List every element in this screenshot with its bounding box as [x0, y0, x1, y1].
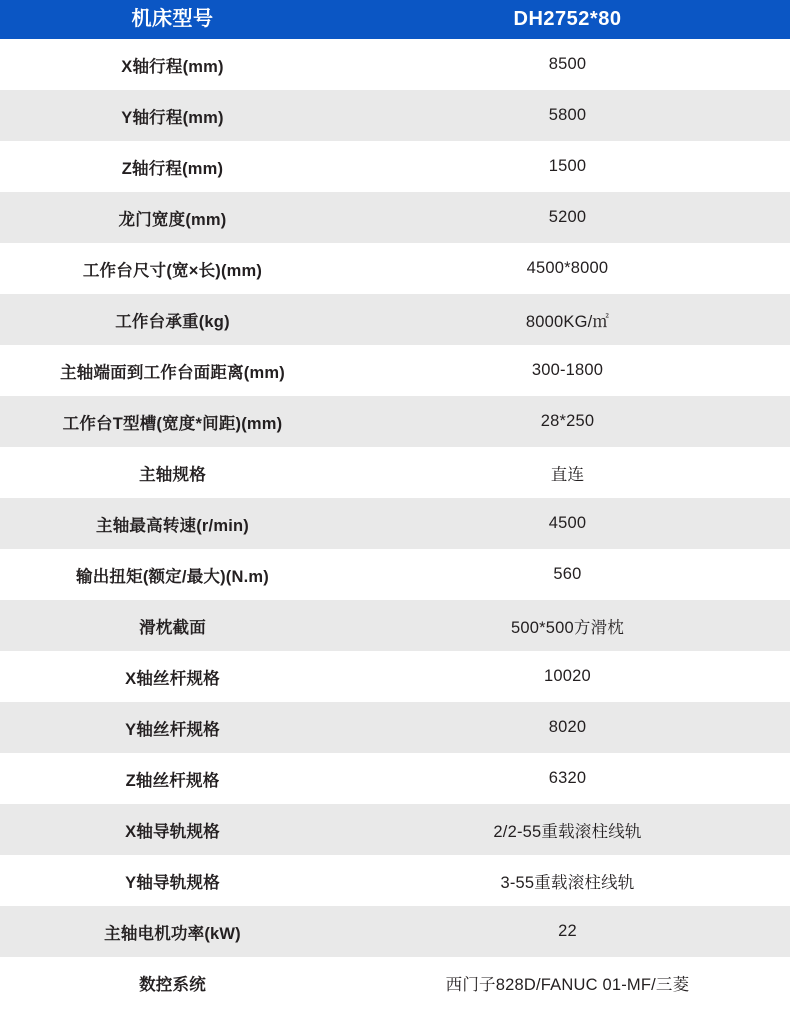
spec-value-cell: 2/2-55重载滚柱线轨 [345, 804, 790, 855]
spec-value-cell: 6320 [345, 753, 790, 804]
spec-value-cell: 8500 [345, 39, 790, 90]
table-row [0, 957, 790, 1008]
spec-label-cell: 输出扭矩(额定/最大)(N.m) [0, 549, 345, 600]
table-row [0, 498, 790, 549]
table-header-row [0, 0, 790, 39]
spec-label-cell: X轴导轨规格 [0, 804, 345, 855]
table-row [0, 243, 790, 294]
spec-value-cell: 300-1800 [345, 345, 790, 396]
table-row [0, 39, 790, 90]
table-row [0, 294, 790, 345]
table-row [0, 549, 790, 600]
spec-label-cell: X轴丝杆规格 [0, 651, 345, 702]
table-row [0, 396, 790, 447]
spec-label-cell: Z轴丝杆规格 [0, 753, 345, 804]
spec-value-cell: 22 [345, 906, 790, 957]
spec-value-cell: 500*500方滑枕 [345, 600, 790, 651]
spec-label-cell: 龙门宽度(mm) [0, 192, 345, 243]
table-row [0, 345, 790, 396]
spec-label-cell: X轴行程(mm) [0, 39, 345, 90]
header-cell-model-value: DH2752*80 [345, 0, 790, 39]
table-row [0, 192, 790, 243]
spec-label-cell: Z轴行程(mm) [0, 141, 345, 192]
table-header [0, 0, 790, 39]
spec-value-cell: 1500 [345, 141, 790, 192]
spec-label-cell: 工作台T型槽(宽度*间距)(mm) [0, 396, 345, 447]
spec-label-cell: 工作台承重(kg) [0, 294, 345, 345]
spec-label-cell: Y轴丝杆规格 [0, 702, 345, 753]
spec-label-cell: 主轴端面到工作台面距离(mm) [0, 345, 345, 396]
spec-value-cell: 10020 [345, 651, 790, 702]
spec-value-cell: 28*250 [345, 396, 790, 447]
table-row [0, 600, 790, 651]
spec-label-cell: Y轴行程(mm) [0, 90, 345, 141]
table-row [0, 804, 790, 855]
table-row [0, 90, 790, 141]
spec-label-cell: Y轴导轨规格 [0, 855, 345, 906]
table-row [0, 753, 790, 804]
table-row [0, 651, 790, 702]
spec-label-cell: 工作台尺寸(宽×长)(mm) [0, 243, 345, 294]
spec-value-cell: 直连 [345, 447, 790, 498]
spec-label-cell: 主轴规格 [0, 447, 345, 498]
table-row [0, 855, 790, 906]
spec-value-cell: 5800 [345, 90, 790, 141]
table-row [0, 702, 790, 753]
spec-value-cell: 4500 [345, 498, 790, 549]
spec-value-cell: 4500*8000 [345, 243, 790, 294]
table-body [0, 39, 790, 1008]
spec-value-cell: 560 [345, 549, 790, 600]
table-row [0, 906, 790, 957]
spec-value-cell: 西门子828D/FANUC 01-MF/三菱 [345, 957, 790, 1008]
header-cell-model-label: 机床型号 [0, 0, 345, 39]
spec-value-cell: 8020 [345, 702, 790, 753]
spec-label-cell: 数控系统 [0, 957, 345, 1008]
spec-label-cell: 主轴电机功率(kW) [0, 906, 345, 957]
spec-value-cell: 8000KG/㎡ [345, 294, 790, 345]
spec-value-cell: 3-55重载滚柱线轨 [345, 855, 790, 906]
spec-label-cell: 主轴最高转速(r/min) [0, 498, 345, 549]
table-row [0, 447, 790, 498]
spec-value-cell: 5200 [345, 192, 790, 243]
spec-label-cell: 滑枕截面 [0, 600, 345, 651]
table-row [0, 141, 790, 192]
